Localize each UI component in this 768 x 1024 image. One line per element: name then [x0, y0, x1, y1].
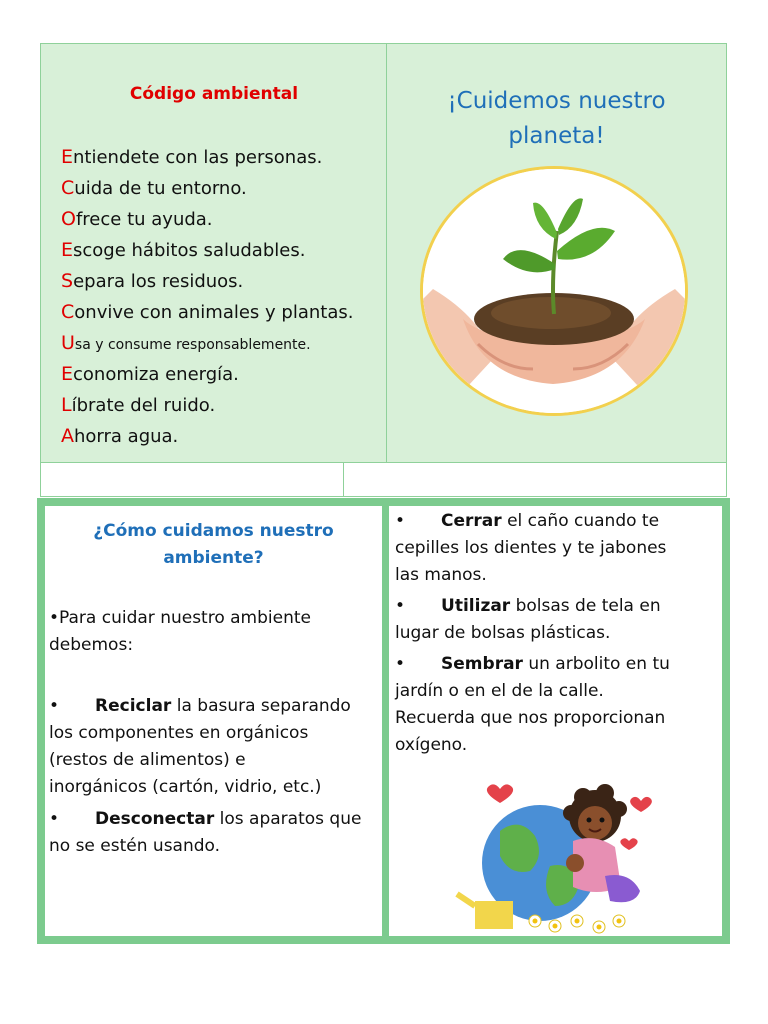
- code-item: Convive con animales y plantas.: [61, 301, 354, 323]
- intro-text: •Para cuidar nuestro ambiente debemos:: [49, 608, 311, 655]
- environmental-code-list: [61, 142, 353, 452]
- environmental-code-title: Código ambiental: [129, 84, 299, 104]
- disconnect-item: • Desconectar los aparatos que no se estén usando.: [49, 809, 362, 856]
- hands-seedling-image: [420, 166, 688, 416]
- row-divider: [343, 463, 344, 496]
- how-we-care-box: [45, 506, 382, 936]
- environmental-code-cell: [41, 44, 387, 462]
- plant-tree-item: • Sembrar un arbolito en tu jardín o en el de la calle. Recuerda que nos proporcionan oxígeno.: [395, 654, 670, 755]
- bottom-frame: [37, 498, 730, 944]
- recycle-item: • Reciclar la basura separando los componentes en orgánicos (restos de alimentos) e inorgánicos (cartón, vidrio, etc.): [49, 696, 351, 797]
- hands-seedling-icon: [423, 169, 685, 413]
- code-item: Ahorra agua.: [61, 425, 179, 447]
- code-item: Escoge hábitos saludables.: [61, 239, 306, 261]
- code-item: Ofrece tu ayuda.: [61, 208, 213, 230]
- how-we-care-title: ¿Cómo cuidamos nuestro ambiente?: [93, 521, 334, 568]
- code-item: Economiza energía.: [61, 363, 239, 385]
- empty-table-row: [41, 462, 726, 496]
- code-item: Entiendete con las personas.: [61, 146, 323, 168]
- child-hugging-earth-illustration: [455, 771, 665, 936]
- code-item: Separa los residuos.: [61, 270, 244, 292]
- code-item: Cuida de tu entorno.: [61, 177, 247, 199]
- cloth-bags-item: • Utilizar bolsas de tela en lugar de bolsas plásticas.: [395, 596, 661, 643]
- actions-box: [389, 506, 722, 936]
- close-tap-item: • Cerrar el caño cuando te cepilles los dientes y te jabones las manos.: [395, 511, 667, 585]
- top-table: [40, 43, 727, 497]
- code-item: Usa y consume responsablemente.: [61, 332, 311, 354]
- planet-title: ¡Cuidemos nuestro planeta!: [447, 88, 666, 149]
- code-item: Líbrate del ruido.: [61, 394, 216, 416]
- planet-cell: [387, 44, 726, 462]
